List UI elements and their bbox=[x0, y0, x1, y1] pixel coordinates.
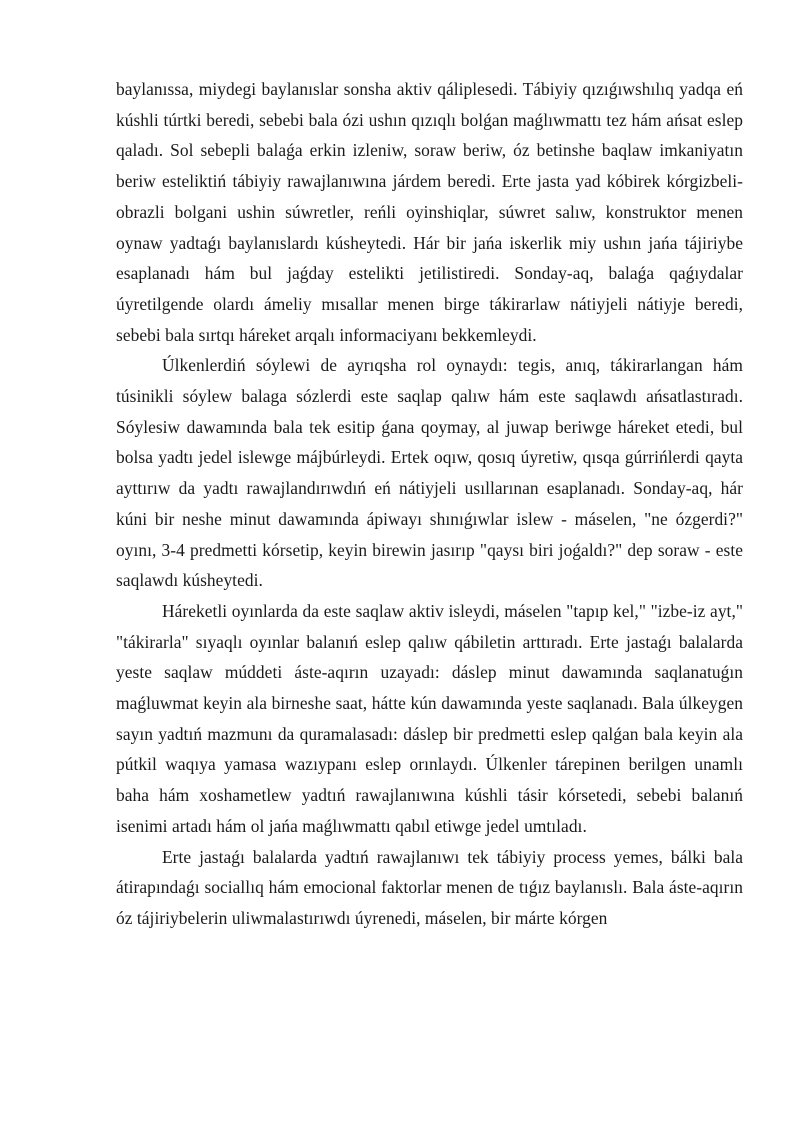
paragraph-3: Háreketli oyınlarda da este saqlaw aktiv isleydi, máselen "tapıp kel," "izbe-iz ayt," "tákirarla" sıyaqlı oyınlar balanıń eslep qalıw qábiletin arttıradı. Erte jastaǵı balalarda yeste saqlaw múddeti áste-aqırın uzayadı: dáslep minut dawamında saqlanatuǵın maǵluwmat keyin ala birneshe saat, hátte kún dawamında yeste saqlanadı. Bala úlkeygen sayın yadtıń mazmunı da quramalasadı: dáslep bir predmetti eslep qalǵan bala keyin ala pútkil waqıya yamasa wazıypanı eslep orınlaydı. Úlkenler tárepinen berilgen unamlı baha hám xoshametlew yadtıń rawajlanıwına kúshli tásir kórsetedi, sebebi balanıń isenimi artadı hám ol jańa maǵlıwmattı qabıl etiwge jedel umtıladı. bbox=[116, 600, 743, 836]
paragraph-2: Úlkenlerdiń sóylewi de ayrıqsha rol oynaydı: tegis, anıq, tákirarlangan hám túsinikli sóylew balaga sózlerdi este saqlap qalıw hám este saqlawdı ańsatlastıradı. Sóylesiw dawamında bala tek esitip ǵana qoymay, al juwap beriwge háreket etedi, bul bolsa yadtı jedel islewge májbúrleydi. Ertek oqıw, qosıq úyretiw, qısqa gúrrińlerdi qayta ayttırıw da yadtı rawajlandırıwdıń eń nátiyjeli usıllarınan esaplanadı. Sonday-aq, hár kúni bir neshe minut dawamında ápiwayı shınıǵıwlar islew - máselen, "ne ózgerdi?" oyını, 3-4 predmetti kórsetip, keyin birewin jasırıp "qaysı biri joǵaldı?" dep soraw - este saqlawdı kúsheytedi. bbox=[116, 355, 743, 591]
body-text bbox=[116, 74, 743, 934]
paragraph-4: Erte jastaǵı balalarda yadtıń rawajlanıwı tek tábiyiy process yemes, bálki bala átirapındaǵı sociallıq hám emocional faktorlar menen de tıǵız baylanıslı. Bala áste-aqırın óz tájiriybelerin uliwmalastırıwdı úyrenedi, máselen, bir márte kórgen bbox=[116, 846, 743, 928]
paragraph-1: baylanıssa, miydegi baylanıslar sonsha aktiv qáliplesedi. Tábiyiy qızıǵıwshılıq yadqa eń kúshli túrtki beredi, sebebi bala ózi ushın qızıqlı bolǵan maǵlıwmattı tez hám ańsat eslep qaladı. Sol sebepli balaǵa erkin izleniw, soraw beriw, óz betinshe baqlaw imkaniyatın beriw esteliktiń tábiyiy rawajlanıwına járdem beredi. Erte jasta yad kóbirek kórgizbeli-obrazli bolgani ushin súwretler, reńli oyinshiqlar, súwret salıw, konstruktor menen oynaw yadtaǵı baylanıslardı kúsheytedi. Hár bir jańa iskerlik miy ushın jańa tájiriybe esaplanadı hám bul jaǵday estelikti jetilistiredi. Sonday-aq, balaǵa qaǵıydalar úyretilgende olardı ámeliy mısallar menen birge tákirarlaw nátiyjeli nátiyje beredi, sebebi bala sırtqı háreket arqalı informaciyanı bekkemleydi. bbox=[116, 79, 743, 345]
